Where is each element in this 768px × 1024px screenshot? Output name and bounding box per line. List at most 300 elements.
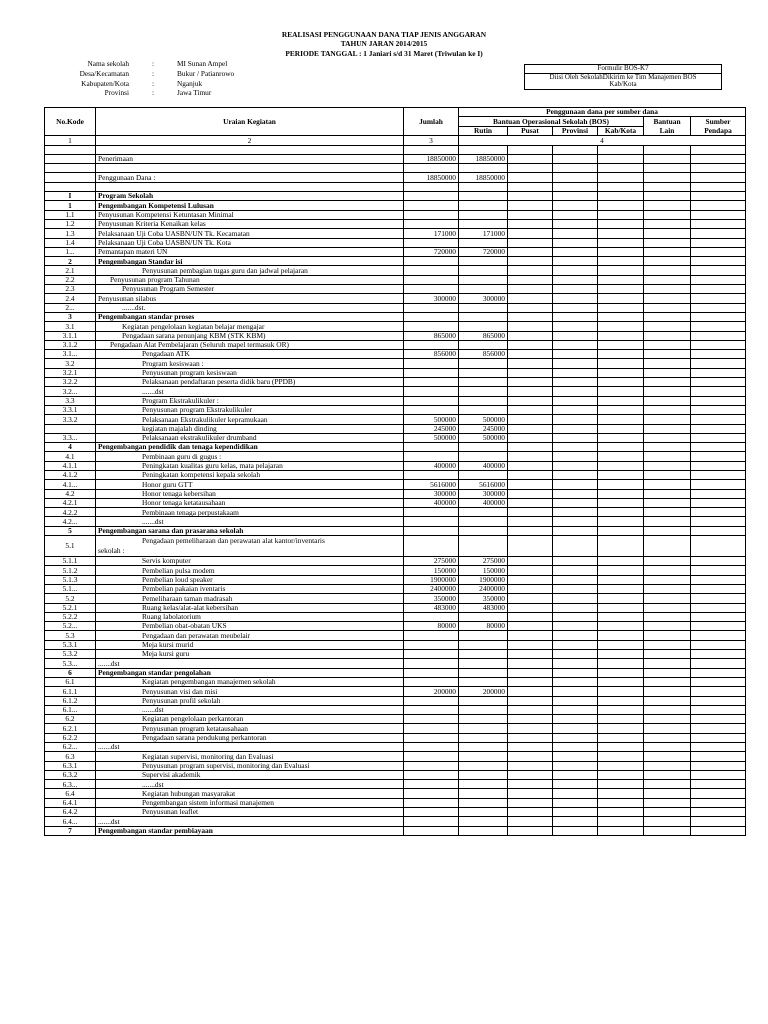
row-jumlah: 275000 bbox=[404, 557, 459, 566]
row-bantuan-lain bbox=[644, 350, 691, 359]
row-jumlah bbox=[404, 145, 459, 154]
row-kode: 3.2 bbox=[45, 359, 96, 368]
row-pusat bbox=[508, 480, 553, 489]
row-jumlah bbox=[404, 696, 459, 705]
row-sumber-pendapatan bbox=[691, 182, 746, 191]
row-jumlah bbox=[404, 715, 459, 724]
row-kode: 3.1.2 bbox=[45, 340, 96, 349]
row-provinsi bbox=[553, 650, 598, 659]
row-jumlah bbox=[404, 266, 459, 275]
row-jumlah bbox=[404, 705, 459, 714]
row-uraian: .......dst bbox=[96, 659, 404, 668]
row-sumber-pendapatan bbox=[691, 443, 746, 452]
row-jumlah bbox=[404, 780, 459, 789]
header-provinsi: Provinsi bbox=[553, 126, 598, 136]
row-pusat bbox=[508, 770, 553, 779]
school-info: Nama sekolah : MI Sunan Ampel Desa/Kecamatan : Bukur / Patianrowo Kabupaten/Kota : Nganjuk Provinsi : Jawa Timur bbox=[37, 59, 234, 98]
row-jumlah bbox=[404, 238, 459, 247]
row-jumlah bbox=[404, 640, 459, 649]
row-kabkota bbox=[598, 378, 644, 387]
row-pusat bbox=[508, 489, 553, 498]
row-jumlah bbox=[404, 743, 459, 752]
row-pusat bbox=[508, 145, 553, 154]
row-jumlah bbox=[404, 659, 459, 668]
row-bantuan-lain bbox=[644, 743, 691, 752]
table-row bbox=[45, 368, 746, 377]
row-pusat bbox=[508, 612, 553, 621]
row-jumlah bbox=[404, 761, 459, 770]
table-row bbox=[45, 378, 746, 387]
table-row bbox=[45, 359, 746, 368]
info-value: Nganjuk bbox=[177, 78, 203, 88]
row-uraian: .......dst bbox=[96, 817, 404, 826]
table-row bbox=[45, 433, 746, 442]
row-rutin: 500000 bbox=[459, 415, 508, 424]
form-box-line1: Diisi Oleh SekolahDikirim ke Tim Manajemen BOS bbox=[549, 72, 697, 81]
row-bantuan-lain bbox=[644, 294, 691, 303]
row-provinsi bbox=[553, 770, 598, 779]
row-kode: 4.2.1 bbox=[45, 498, 96, 507]
row-uraian: .......dst bbox=[96, 705, 404, 714]
table-row bbox=[45, 340, 746, 349]
row-kode: 1.4 bbox=[45, 238, 96, 247]
row-provinsi bbox=[553, 687, 598, 696]
row-uraian: Pemeliharaan taman madrasah bbox=[96, 594, 404, 603]
row-jumlah bbox=[404, 826, 459, 835]
row-kabkota bbox=[598, 696, 644, 705]
row-kabkota bbox=[598, 331, 644, 340]
row-bantuan-lain bbox=[644, 415, 691, 424]
row-rutin bbox=[459, 659, 508, 668]
row-uraian: Pembelian pulsa modem bbox=[96, 566, 404, 575]
row-rutin bbox=[459, 340, 508, 349]
row-sumber-pendapatan bbox=[691, 808, 746, 817]
row-pusat bbox=[508, 696, 553, 705]
col-number-4: 4 bbox=[459, 136, 746, 145]
row-uraian: Pengadaan dan perawatan meubelair bbox=[96, 631, 404, 640]
row-rutin: 350000 bbox=[459, 594, 508, 603]
row-rutin bbox=[459, 192, 508, 201]
row-rutin bbox=[459, 743, 508, 752]
table-row bbox=[45, 498, 746, 507]
row-kode: 6.2 bbox=[45, 715, 96, 724]
row-rutin bbox=[459, 368, 508, 377]
table-row bbox=[45, 201, 746, 210]
table-row bbox=[45, 789, 746, 798]
row-kabkota bbox=[598, 789, 644, 798]
row-provinsi bbox=[553, 733, 598, 742]
row-kabkota bbox=[598, 687, 644, 696]
row-sumber-pendapatan bbox=[691, 257, 746, 266]
table-row bbox=[45, 257, 746, 266]
row-provinsi bbox=[553, 640, 598, 649]
row-kode: 5.3... bbox=[45, 659, 96, 668]
row-provinsi bbox=[553, 294, 598, 303]
row-sumber-pendapatan bbox=[691, 557, 746, 566]
row-kabkota bbox=[598, 498, 644, 507]
table-row bbox=[45, 247, 746, 256]
row-uraian bbox=[96, 145, 404, 154]
row-bantuan-lain bbox=[644, 696, 691, 705]
row-kode: 6.1.1 bbox=[45, 687, 96, 696]
row-jumlah bbox=[404, 526, 459, 535]
table-row bbox=[45, 743, 746, 752]
row-uraian: Penyusunan Kriteria Kenaikan kelas bbox=[96, 219, 404, 228]
row-bantuan-lain bbox=[644, 331, 691, 340]
row-uraian: Pemantapan materi UN bbox=[96, 247, 404, 256]
row-bantuan-lain bbox=[644, 238, 691, 247]
row-rutin bbox=[459, 631, 508, 640]
row-uraian: Penyusunan silabus bbox=[96, 294, 404, 303]
row-kabkota bbox=[598, 350, 644, 359]
row-uraian: Pembinaan guru di gugus : bbox=[96, 452, 404, 461]
row-kabkota bbox=[598, 396, 644, 405]
row-bantuan-lain bbox=[644, 154, 691, 163]
row-sumber-pendapatan bbox=[691, 154, 746, 163]
table-row bbox=[45, 733, 746, 742]
row-bantuan-lain bbox=[644, 461, 691, 470]
table-row bbox=[45, 229, 746, 238]
row-rutin: 856000 bbox=[459, 350, 508, 359]
row-kabkota bbox=[598, 603, 644, 612]
row-rutin bbox=[459, 715, 508, 724]
table-row bbox=[45, 443, 746, 452]
row-kabkota bbox=[598, 817, 644, 826]
row-pusat bbox=[508, 508, 553, 517]
row-provinsi bbox=[553, 677, 598, 686]
row-provinsi bbox=[553, 603, 598, 612]
row-rutin bbox=[459, 761, 508, 770]
row-rutin: 171000 bbox=[459, 229, 508, 238]
row-bantuan-lain bbox=[644, 612, 691, 621]
row-sumber-pendapatan bbox=[691, 817, 746, 826]
row-provinsi bbox=[553, 201, 598, 210]
row-pusat bbox=[508, 173, 553, 182]
row-rutin bbox=[459, 238, 508, 247]
row-sumber-pendapatan bbox=[691, 640, 746, 649]
row-bantuan-lain bbox=[644, 650, 691, 659]
row-pusat bbox=[508, 470, 553, 479]
row-kabkota bbox=[598, 452, 644, 461]
row-uraian: Penyusunan program Tahunan bbox=[96, 275, 404, 284]
row-provinsi bbox=[553, 826, 598, 835]
row-rutin bbox=[459, 443, 508, 452]
row-uraian-line: sekolah : bbox=[98, 546, 125, 556]
row-uraian: Pengadaan sarana penunjang KBM (STK KBM) bbox=[96, 331, 404, 340]
row-bantuan-lain bbox=[644, 622, 691, 631]
row-bantuan-lain bbox=[644, 396, 691, 405]
row-uraian: Pembinaan tenaga perpustakaam bbox=[96, 508, 404, 517]
row-pusat bbox=[508, 210, 553, 219]
row-pusat bbox=[508, 154, 553, 163]
row-kode: 5.1.2 bbox=[45, 566, 96, 575]
table-row bbox=[45, 603, 746, 612]
row-rutin: 400000 bbox=[459, 498, 508, 507]
row-rutin bbox=[459, 266, 508, 275]
row-provinsi bbox=[553, 761, 598, 770]
row-sumber-pendapatan bbox=[691, 415, 746, 424]
row-rutin: 720000 bbox=[459, 247, 508, 256]
row-rutin bbox=[459, 770, 508, 779]
row-uraian: Pengadaan Alat Pembelajaran (Seluruh mapel termasuk OR) bbox=[96, 340, 404, 349]
row-pusat bbox=[508, 433, 553, 442]
row-kabkota bbox=[598, 705, 644, 714]
row-kode: I bbox=[45, 192, 96, 201]
row-sumber-pendapatan bbox=[691, 668, 746, 677]
row-provinsi bbox=[553, 312, 598, 321]
row-kode: 1.2 bbox=[45, 219, 96, 228]
row-provinsi bbox=[553, 229, 598, 238]
table-row bbox=[45, 508, 746, 517]
row-rutin: 5616000 bbox=[459, 480, 508, 489]
row-rutin bbox=[459, 508, 508, 517]
table-row bbox=[45, 452, 746, 461]
row-sumber-pendapatan bbox=[691, 517, 746, 526]
realisasi-table bbox=[44, 107, 746, 836]
row-bantuan-lain bbox=[644, 808, 691, 817]
row-uraian: Pelaksanaan pendaftaran peserta didik baru (PPDB) bbox=[96, 378, 404, 387]
row-rutin bbox=[459, 285, 508, 294]
row-kode: 6.1... bbox=[45, 705, 96, 714]
table-row bbox=[45, 219, 746, 228]
header-no-kode: No.Kode bbox=[45, 108, 96, 136]
row-pusat bbox=[508, 266, 553, 275]
row-provinsi bbox=[553, 705, 598, 714]
row-uraian: Pengembangan standar pembiayaan bbox=[96, 826, 404, 835]
table-row bbox=[45, 238, 746, 247]
row-pusat bbox=[508, 368, 553, 377]
row-jumlah bbox=[404, 668, 459, 677]
row-bantuan-lain bbox=[644, 359, 691, 368]
row-bantuan-lain bbox=[644, 443, 691, 452]
row-kode: 6.4.2 bbox=[45, 808, 96, 817]
row-provinsi bbox=[553, 350, 598, 359]
row-sumber-pendapatan bbox=[691, 461, 746, 470]
row-uraian: Pengembangan sarana dan prasarana sekolah bbox=[96, 526, 404, 535]
row-kabkota bbox=[598, 650, 644, 659]
row-kode: 6.2... bbox=[45, 743, 96, 752]
row-kabkota bbox=[598, 677, 644, 686]
row-kode: 2... bbox=[45, 303, 96, 312]
header-kabkota: Kab/Kota bbox=[598, 126, 644, 136]
row-bantuan-lain bbox=[644, 780, 691, 789]
row-kabkota bbox=[598, 557, 644, 566]
row-uraian: Pengembangan standar proses bbox=[96, 312, 404, 321]
row-kabkota bbox=[598, 145, 644, 154]
row-provinsi bbox=[553, 192, 598, 201]
row-jumlah bbox=[404, 285, 459, 294]
row-sumber-pendapatan bbox=[691, 173, 746, 182]
row-sumber-pendapatan bbox=[691, 489, 746, 498]
table-row bbox=[45, 536, 746, 557]
row-rutin: 400000 bbox=[459, 461, 508, 470]
table-row bbox=[45, 557, 746, 566]
row-sumber-pendapatan bbox=[691, 368, 746, 377]
row-uraian: Program Sekolah bbox=[96, 192, 404, 201]
table-row bbox=[45, 715, 746, 724]
row-kode: 1.3 bbox=[45, 229, 96, 238]
row-sumber-pendapatan bbox=[691, 752, 746, 761]
row-sumber-pendapatan bbox=[691, 536, 746, 557]
row-sumber-pendapatan bbox=[691, 508, 746, 517]
table-row bbox=[45, 659, 746, 668]
row-kabkota bbox=[598, 612, 644, 621]
row-sumber-pendapatan bbox=[691, 219, 746, 228]
row-pusat bbox=[508, 603, 553, 612]
row-sumber-pendapatan bbox=[691, 192, 746, 201]
row-kabkota bbox=[598, 257, 644, 266]
row-pusat bbox=[508, 424, 553, 433]
row-jumlah bbox=[404, 387, 459, 396]
row-pusat bbox=[508, 294, 553, 303]
row-sumber-pendapatan bbox=[691, 622, 746, 631]
info-label: Desa/Kecamatan bbox=[79, 68, 129, 78]
row-kode: 5.1.3 bbox=[45, 575, 96, 584]
row-provinsi bbox=[553, 275, 598, 284]
row-jumlah: 200000 bbox=[404, 687, 459, 696]
row-provinsi bbox=[553, 322, 598, 331]
row-kabkota bbox=[598, 405, 644, 414]
row-pusat bbox=[508, 247, 553, 256]
row-jumlah bbox=[404, 724, 459, 733]
row-sumber-pendapatan bbox=[691, 826, 746, 835]
row-jumlah bbox=[404, 752, 459, 761]
row-rutin: 2400000 bbox=[459, 584, 508, 593]
row-bantuan-lain bbox=[644, 219, 691, 228]
row-rutin bbox=[459, 612, 508, 621]
row-pusat bbox=[508, 192, 553, 201]
row-bantuan-lain bbox=[644, 687, 691, 696]
row-rutin bbox=[459, 798, 508, 807]
row-uraian: Kegiatan pengembangan manajemen sekolah bbox=[96, 677, 404, 686]
row-kode: 5.2.1 bbox=[45, 603, 96, 612]
row-uraian: Pembelian loud speaker bbox=[96, 575, 404, 584]
row-provinsi bbox=[553, 405, 598, 414]
row-kode: 4.2 bbox=[45, 489, 96, 498]
row-kabkota bbox=[598, 461, 644, 470]
row-kabkota bbox=[598, 826, 644, 835]
row-provinsi bbox=[553, 164, 598, 173]
row-rutin bbox=[459, 780, 508, 789]
row-sumber-pendapatan bbox=[691, 470, 746, 479]
row-sumber-pendapatan bbox=[691, 603, 746, 612]
row-bantuan-lain bbox=[644, 724, 691, 733]
row-bantuan-lain bbox=[644, 566, 691, 575]
row-kabkota bbox=[598, 303, 644, 312]
row-bantuan-lain bbox=[644, 705, 691, 714]
row-kabkota bbox=[598, 724, 644, 733]
row-uraian: Pengembangan Standar isi bbox=[96, 257, 404, 266]
row-jumlah bbox=[404, 396, 459, 405]
row-pusat bbox=[508, 743, 553, 752]
row-kode: 4.1 bbox=[45, 452, 96, 461]
form-box-title: Formulir BOS-K7 bbox=[525, 65, 721, 74]
row-uraian: Penerimaan bbox=[96, 154, 404, 163]
row-rutin: 1900000 bbox=[459, 575, 508, 584]
table-row bbox=[45, 724, 746, 733]
row-jumlah: 18850000 bbox=[404, 173, 459, 182]
row-pusat bbox=[508, 826, 553, 835]
row-provinsi bbox=[553, 480, 598, 489]
row-pusat bbox=[508, 312, 553, 321]
row-pusat bbox=[508, 229, 553, 238]
row-bantuan-lain bbox=[644, 340, 691, 349]
row-pusat bbox=[508, 789, 553, 798]
row-uraian: Pelaksanaan Ekstrakulikuler kepramukaan bbox=[96, 415, 404, 424]
row-pusat bbox=[508, 498, 553, 507]
row-sumber-pendapatan bbox=[691, 396, 746, 405]
row-rutin: 18850000 bbox=[459, 154, 508, 163]
row-bantuan-lain bbox=[644, 452, 691, 461]
row-kabkota bbox=[598, 443, 644, 452]
row-uraian: Ruang kelas/alat-alat kebersihan bbox=[96, 603, 404, 612]
row-pusat bbox=[508, 687, 553, 696]
row-bantuan-lain bbox=[644, 677, 691, 686]
row-pusat bbox=[508, 238, 553, 247]
row-pusat bbox=[508, 650, 553, 659]
row-kode: 3.3 bbox=[45, 396, 96, 405]
row-provinsi bbox=[553, 584, 598, 593]
row-kabkota bbox=[598, 415, 644, 424]
row-sumber-pendapatan bbox=[691, 387, 746, 396]
row-bantuan-lain bbox=[644, 378, 691, 387]
row-pusat bbox=[508, 182, 553, 191]
row-sumber-pendapatan bbox=[691, 612, 746, 621]
row-jumlah: 5616000 bbox=[404, 480, 459, 489]
row-pusat bbox=[508, 761, 553, 770]
row-kode: 1... bbox=[45, 247, 96, 256]
row-provinsi bbox=[553, 566, 598, 575]
row-pusat bbox=[508, 275, 553, 284]
row-bantuan-lain bbox=[644, 229, 691, 238]
col-number-1: 1 bbox=[45, 136, 96, 145]
row-bantuan-lain bbox=[644, 405, 691, 414]
row-sumber-pendapatan bbox=[691, 733, 746, 742]
row-pusat bbox=[508, 350, 553, 359]
row-uraian: Penyusunan program supervisi, monitoring dan Evaluasi bbox=[96, 761, 404, 770]
info-label: Kabupaten/Kota bbox=[81, 78, 129, 88]
table-row bbox=[45, 526, 746, 535]
row-uraian: Meja kursi guru bbox=[96, 650, 404, 659]
row-uraian: Program Ekstrakulikuler : bbox=[96, 396, 404, 405]
row-kabkota bbox=[598, 575, 644, 584]
row-kabkota bbox=[598, 584, 644, 593]
row-pusat bbox=[508, 733, 553, 742]
row-provinsi bbox=[553, 612, 598, 621]
row-sumber-pendapatan bbox=[691, 584, 746, 593]
row-jumlah bbox=[404, 808, 459, 817]
row-kode: 5.2 bbox=[45, 594, 96, 603]
row-pusat bbox=[508, 201, 553, 210]
row-uraian: Pengembangan pendidik dan tenaga kependidikan bbox=[96, 443, 404, 452]
row-provinsi bbox=[553, 424, 598, 433]
header-uraian: Uraian Kegiatan bbox=[96, 108, 404, 136]
row-sumber-pendapatan bbox=[691, 687, 746, 696]
row-bantuan-lain bbox=[644, 164, 691, 173]
row-kabkota bbox=[598, 566, 644, 575]
table-row bbox=[45, 164, 746, 173]
table-row bbox=[45, 780, 746, 789]
row-jumlah: 150000 bbox=[404, 566, 459, 575]
row-jumlah bbox=[404, 789, 459, 798]
row-kode: 4.1... bbox=[45, 480, 96, 489]
row-jumlah bbox=[404, 303, 459, 312]
row-pusat bbox=[508, 817, 553, 826]
row-jumlah: 483000 bbox=[404, 603, 459, 612]
row-kode bbox=[45, 173, 96, 182]
row-sumber-pendapatan bbox=[691, 715, 746, 724]
row-bantuan-lain bbox=[644, 266, 691, 275]
